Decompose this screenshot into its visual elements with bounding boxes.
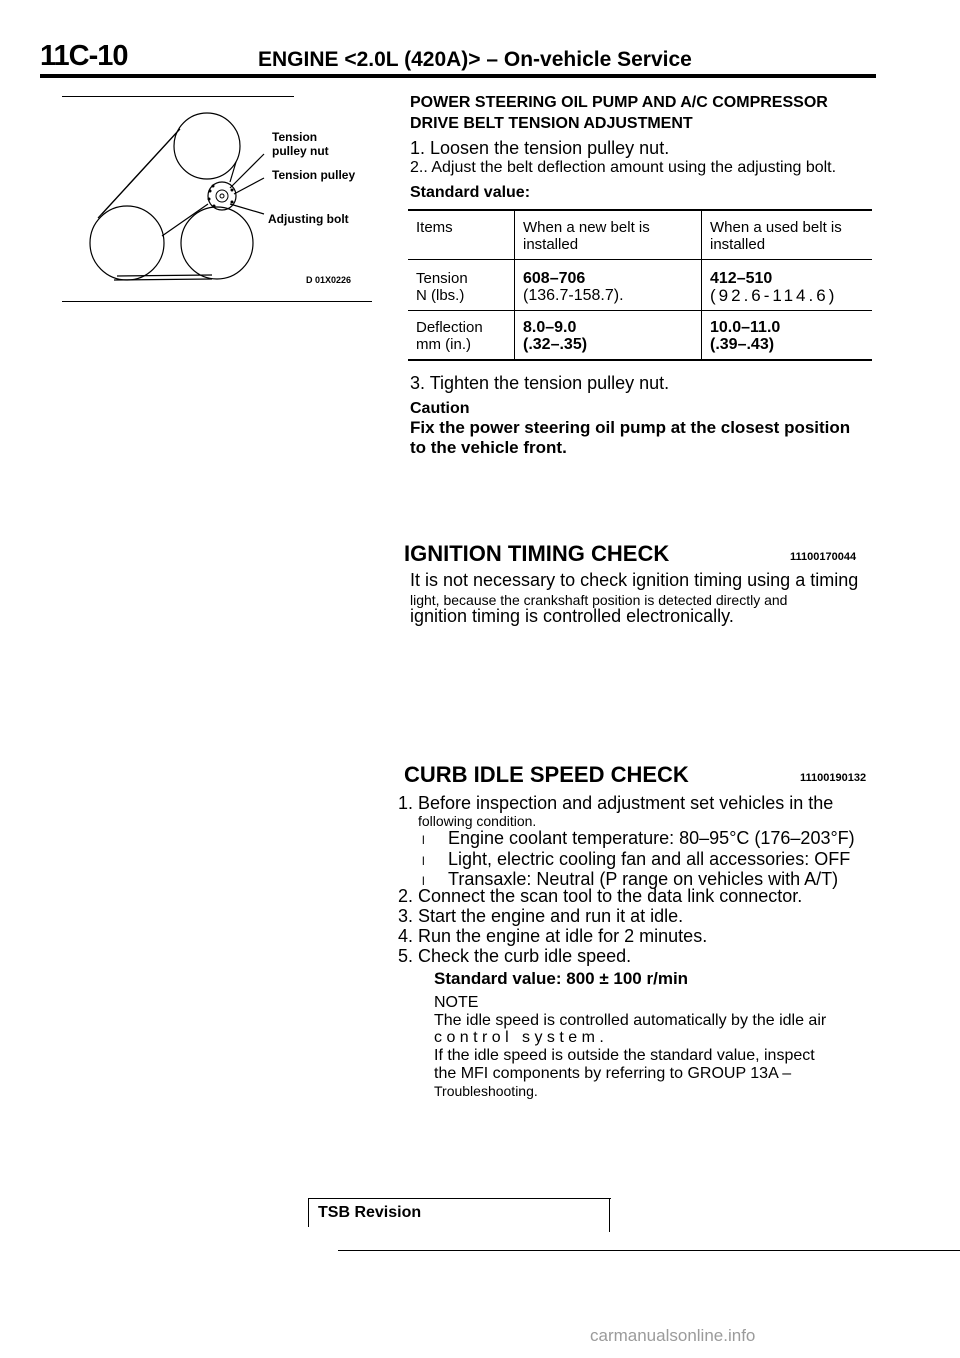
row-deflection-used-2: (.39–.43) [710,336,775,353]
crank-pulley [90,206,164,280]
belt-step-2: 2.. Adjust the belt deflection amount using the adjusting bolt. [410,159,837,176]
idle-step-1-line-1: 1. Before inspection and adjustment set vehicles in the [398,793,834,813]
row-tension-item-2: N (lbs.) [416,287,465,304]
page-code: 11C-10 [40,40,128,72]
table-row [408,260,872,311]
note-line-2: c o n t r o l s y s t e m . [434,1029,604,1046]
ignition-line-1: It is not necessary to check ignition timing using a timing [410,570,859,590]
table-header-new-belt: When a new belt is installed [515,210,702,260]
list-item [422,849,850,870]
note-label: NOTE [434,994,479,1011]
row-deflection-new-1: 8.0–9.0 [523,319,577,336]
watermark: carmanualsonline.info [590,1326,756,1345]
row-deflection-new-2: (.32–.35) [523,336,588,353]
table-row [408,311,872,361]
note-line-3: If the idle speed is outside the standard value, inspect [434,1047,815,1064]
bullet-glyph: l [422,874,425,888]
caution-line-1: Fix the power steering oil pump at the closest position [410,418,851,437]
label-tension-pulley-nut-2: pulley nut [272,144,329,158]
ignition-line-2: light, because the crankshaft position is detected directly and [410,592,788,608]
bullet-coolant-temp: Engine coolant temperature: 80–95°C (176–203°F) [448,828,855,848]
bullet-glyph: l [422,833,425,847]
caution-line-2: to the vehicle front. [410,438,567,457]
idle-standard-value: Standard value: 800 ± 100 r/min [434,969,689,988]
compressor-pulley [181,207,253,279]
pump-pulley [174,113,240,179]
idle-step-2: 2. Connect the scan tool to the data link connector. [398,886,803,906]
idle-step-5: 5. Check the curb idle speed. [398,946,632,966]
tsb-revision-label: TSB Revision [318,1204,422,1221]
footer-rule [338,1250,960,1251]
idle-step-1-line-2: following condition. [418,813,537,829]
row-tension-new-2: (136.7-158.7). [523,287,624,304]
belt-spec-table [408,209,872,361]
row-deflection-used-1: 10.0–11.0 [710,319,781,336]
ignition-section-code: 11100170044 [790,551,857,563]
note-line-5: Troubleshooting. [434,1083,538,1099]
ignition-section-title: IGNITION TIMING CHECK [404,541,670,566]
row-tension-item-1: Tension [416,270,468,287]
caution-label: Caution [410,400,470,417]
row-deflection-item-1: Deflection [416,319,483,336]
standard-value-label: Standard value: [410,184,531,201]
figure-bottom-rule [62,301,372,302]
belt-step-3: 3. Tighten the tension pulley nut. [410,373,670,393]
idle-section-code: 11100190132 [800,772,867,784]
belt-step-1: 1. Loosen the tension pulley nut. [410,138,670,158]
table-header-used-belt: When a used belt is installed [702,210,873,260]
label-tension-pulley: Tension pulley [272,168,356,182]
bullet-transaxle: Transaxle: Neutral (P range on vehicles with A/T) [448,869,839,889]
idle-step-4: 4. Run the engine at idle for 2 minutes. [398,926,708,946]
belt-section-title-2: DRIVE BELT TENSION ADJUSTMENT [410,115,693,132]
belt-section-title-1: POWER STEERING OIL PUMP AND A/C COMPRESSOR [410,94,828,111]
label-tension-pulley-nut-1: Tension [272,130,318,144]
page-title: ENGINE <2.0L (420A)> – On-vehicle Service [258,48,692,71]
row-tension-used-1: 412–510 [710,270,773,287]
idle-step-3: 3. Start the engine and run it at idle. [398,906,684,926]
bullet-accessories: Light, electric cooling fan and all accessories: OFF [448,849,851,869]
idle-section-title: CURB IDLE SPEED CHECK [404,762,689,787]
belt-pulley-diagram [62,96,372,301]
figure-code: D 01X0226 [306,275,352,285]
bullet-glyph: l [422,854,425,868]
list-item [422,828,855,849]
note-line-1: The idle speed is controlled automatically by the idle air [434,1012,827,1029]
row-tension-used-2: (92.6-114.6) [710,286,838,305]
header-rule [40,74,876,78]
table-header-row [408,210,872,260]
note-line-4: the MFI components by referring to GROUP 13A – [434,1065,792,1082]
row-tension-new-1: 608–706 [523,270,586,287]
tsb-box-right-edge [609,1198,610,1232]
ignition-line-3: ignition timing is controlled electronically. [410,606,734,626]
table-header-items: Items [408,210,515,260]
label-adjusting-bolt: Adjusting bolt [268,212,349,226]
row-deflection-item-2: mm (in.) [416,336,471,353]
